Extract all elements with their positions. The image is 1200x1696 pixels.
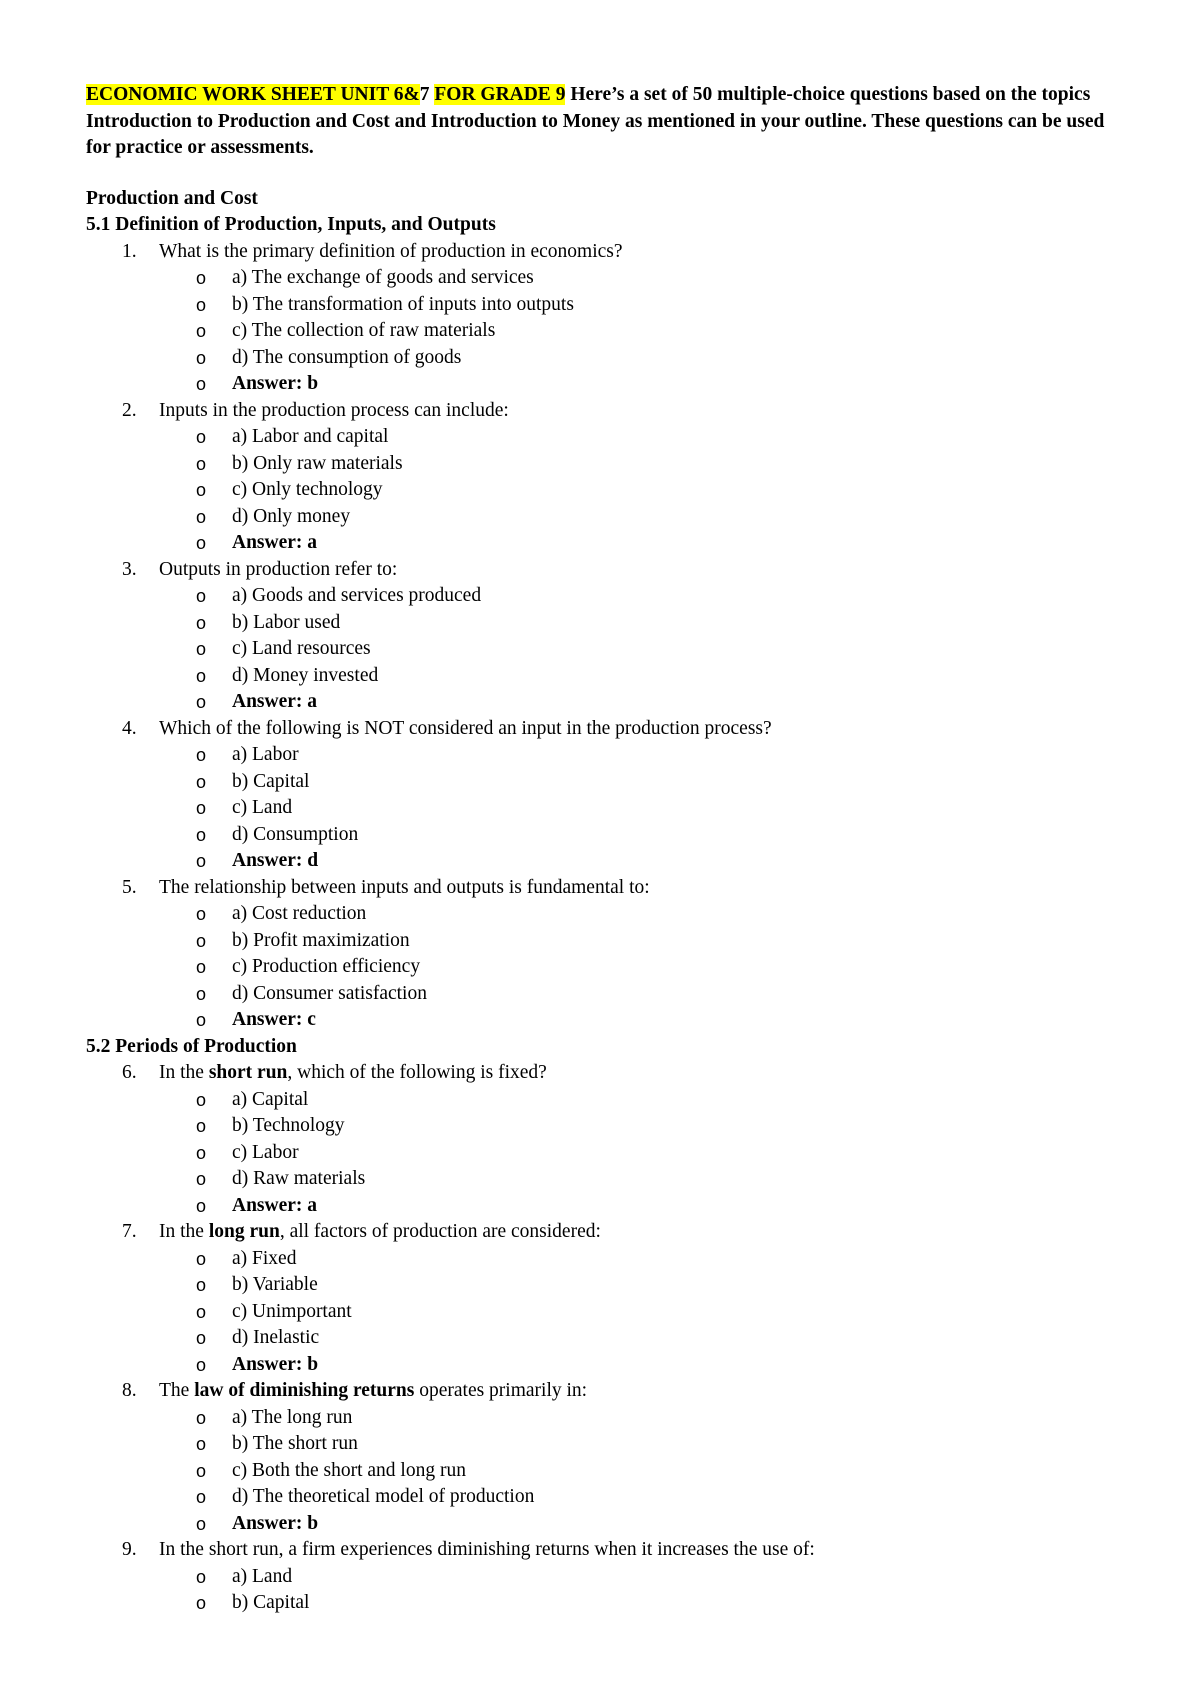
intro-body: Here’s a set of 50 multiple-choice questions based on the topics Introduction to Production and Cost and Introduction to Money as mentioned in your outline. These questions can be used for practice or assessments. (86, 84, 1105, 158)
answer-option (86, 292, 1126, 319)
answer-option (86, 742, 1126, 769)
answer-key: Answer: c (232, 1009, 316, 1030)
bullet-icon: o (196, 1593, 207, 1613)
sections-container (86, 212, 1126, 1617)
question-key-term: long run (208, 1221, 280, 1242)
bullet-icon: o (196, 771, 207, 792)
answer-option (86, 1113, 1126, 1140)
answer-line (86, 1352, 1126, 1379)
answer-option (86, 1299, 1126, 1326)
question-key-term: short run (208, 1062, 288, 1083)
bullet-icon: o (196, 586, 207, 606)
bullet-icon: o (196, 692, 207, 712)
answer-option (86, 1325, 1126, 1352)
title-seven: 7 (419, 84, 430, 105)
answer-option (86, 901, 1126, 928)
question-text-end: operates primarily in: (414, 1380, 588, 1401)
option-text: a) Goods and services produced (232, 585, 482, 606)
bullet-icon: o (196, 1195, 207, 1216)
bullet-icon: o (196, 1354, 207, 1375)
answer-key: Answer: b (232, 1353, 319, 1375)
bullet-icon: o (196, 1116, 207, 1136)
question-key-term: law of diminishing returns (194, 1380, 415, 1401)
section-heading: 5.2 Periods of Production (86, 1035, 297, 1057)
answer-option (86, 1246, 1126, 1273)
question-item (86, 239, 1126, 266)
answer-option (86, 822, 1126, 849)
answer-option (86, 1087, 1126, 1114)
option-text: d) Money invested (232, 664, 379, 686)
bullet-icon: o (196, 745, 207, 765)
answer-line (86, 1193, 1126, 1220)
bullet-icon: o (196, 851, 207, 871)
bullet-icon: o (196, 533, 207, 553)
option-text: c) Only technology (232, 479, 383, 500)
bullet-icon: o (196, 612, 207, 633)
answer-option (86, 477, 1126, 504)
question-number: 1. (122, 240, 137, 262)
option-text: b) Labor used (232, 611, 341, 633)
answer-option (86, 318, 1126, 345)
answer-option (86, 1140, 1126, 1167)
option-text: a) The long run (232, 1406, 353, 1428)
answer-line (86, 1007, 1126, 1034)
option-text: a) Labor and capital (232, 426, 389, 447)
title-highlight-2: FOR GRADE 9 (434, 84, 566, 105)
question-number: 9. (122, 1539, 137, 1560)
answer-option (86, 1590, 1126, 1617)
bullet-icon: o (196, 347, 207, 368)
option-text: d) Consumption (232, 823, 359, 845)
question-item (86, 1219, 1126, 1246)
option-text: b) The transformation of inputs into outputs (232, 293, 574, 315)
section-heading: 5.1 Definition of Production, Inputs, and Outputs (86, 214, 496, 235)
question-text: The relationship between inputs and outputs is fundamental to: (159, 876, 650, 898)
question-text: What is the primary definition of production in economics? (159, 240, 623, 262)
bullet-icon: o (196, 1513, 207, 1534)
question-text: Which of the following is NOT considered an input in the production process? (159, 717, 772, 739)
answer-key: Answer: d (232, 850, 319, 871)
option-text: b) The short run (232, 1433, 358, 1454)
option-text: d) The consumption of goods (232, 346, 462, 368)
bullet-icon: o (196, 1566, 207, 1587)
question-text-end: , which of the following is fixed? (287, 1062, 547, 1083)
answer-option (86, 583, 1126, 610)
option-text: b) Only raw materials (232, 452, 403, 474)
question-item (86, 1537, 1126, 1564)
option-text: c) Unimportant (232, 1300, 352, 1322)
option-text: b) Profit maximization (232, 929, 410, 951)
option-text: c) Land resources (232, 638, 371, 659)
question-number: 2. (122, 399, 137, 421)
answer-option (86, 954, 1126, 981)
bullet-icon: o (196, 1275, 207, 1295)
question-number: 7. (122, 1221, 137, 1242)
answer-key: Answer: a (232, 532, 318, 553)
answer-option (86, 981, 1126, 1008)
bullet-icon: o (196, 374, 207, 394)
answer-option (86, 928, 1126, 955)
answer-option (86, 265, 1126, 292)
bullet-icon: o (196, 1089, 207, 1110)
answer-option (86, 1272, 1126, 1299)
option-text: b) Capital (232, 1592, 310, 1613)
bullet-icon: o (196, 957, 207, 977)
option-text: c) Labor (232, 1141, 299, 1163)
bullet-icon: o (196, 1010, 207, 1030)
option-text: a) Land (232, 1565, 293, 1587)
answer-option (86, 769, 1126, 796)
bullet-icon: o (196, 268, 207, 288)
bullet-icon: o (196, 1407, 207, 1428)
option-text: a) Capital (232, 1088, 309, 1110)
question-text: In the short run, a firm experiences diminishing returns when it increases the use of: (159, 1539, 815, 1560)
question-number: 3. (122, 558, 137, 580)
bullet-icon: o (196, 639, 207, 659)
answer-line (86, 689, 1126, 716)
option-text: a) The exchange of goods and services (232, 267, 534, 288)
option-text: b) Capital (232, 770, 310, 792)
worksheet-page (86, 82, 1126, 1617)
question-text: Inputs in the production process can include: (159, 399, 509, 421)
option-text: a) Fixed (232, 1247, 297, 1269)
question-text: Outputs in production refer to: (159, 558, 398, 580)
option-text: a) Cost reduction (232, 903, 367, 924)
answer-option (86, 451, 1126, 478)
question-item (86, 1060, 1126, 1087)
intro-paragraph (86, 82, 1126, 162)
answer-key: Answer: b (232, 1512, 319, 1534)
answer-option (86, 1564, 1126, 1591)
bullet-icon: o (196, 294, 207, 315)
bullet-icon: o (196, 983, 207, 1004)
answer-option (86, 610, 1126, 637)
answer-option (86, 1458, 1126, 1485)
answer-option (86, 636, 1126, 663)
question-item (86, 557, 1126, 584)
question-number: 8. (122, 1380, 137, 1401)
answer-option (86, 504, 1126, 531)
answer-option (86, 1484, 1126, 1511)
bullet-icon: o (196, 824, 207, 845)
main-heading: Production and Cost (86, 187, 258, 209)
answer-key: Answer: b (232, 373, 319, 394)
answer-option (86, 795, 1126, 822)
answer-option (86, 1431, 1126, 1458)
bullet-icon: o (196, 1169, 207, 1189)
answer-key: Answer: a (232, 1194, 318, 1216)
bullet-icon: o (196, 506, 207, 527)
option-text: d) Inelastic (232, 1327, 320, 1348)
option-text: b) Technology (232, 1115, 345, 1136)
option-text: c) The collection of raw materials (232, 320, 496, 341)
bullet-icon: o (196, 1460, 207, 1481)
option-text: c) Land (232, 797, 293, 818)
bullet-icon: o (196, 798, 207, 818)
option-text: c) Both the short and long run (232, 1459, 466, 1481)
question-item (86, 398, 1126, 425)
answer-option (86, 1166, 1126, 1193)
option-text: d) Consumer satisfaction (232, 982, 427, 1004)
answer-line (86, 848, 1126, 875)
question-text-end: , all factors of production are considered: (279, 1221, 601, 1242)
question-number: 4. (122, 717, 137, 739)
title-highlight-1: ECONOMIC WORK SHEET UNIT 6& (86, 84, 420, 105)
bullet-icon: o (196, 1434, 207, 1454)
answer-option (86, 663, 1126, 690)
option-text: d) Only money (232, 505, 351, 527)
bullet-icon: o (196, 1487, 207, 1507)
bullet-icon: o (196, 665, 207, 686)
question-text: In the (159, 1062, 209, 1083)
answer-line (86, 530, 1126, 557)
bullet-icon: o (196, 930, 207, 951)
bullet-icon: o (196, 904, 207, 924)
answer-line (86, 1511, 1126, 1538)
bullet-icon: o (196, 427, 207, 447)
option-text: a) Labor (232, 744, 299, 765)
option-text: c) Production efficiency (232, 956, 421, 977)
answer-option (86, 345, 1126, 372)
question-text: In the (159, 1221, 209, 1242)
bullet-icon: o (196, 1248, 207, 1269)
spacer (86, 162, 1126, 186)
answer-line (86, 371, 1126, 398)
option-text: d) The theoretical model of production (232, 1486, 535, 1507)
bullet-icon: o (196, 1328, 207, 1348)
bullet-icon: o (196, 321, 207, 341)
question-item (86, 1378, 1126, 1405)
question-number: 5. (122, 876, 137, 898)
question-item (86, 875, 1126, 902)
bullet-icon: o (196, 1142, 207, 1163)
answer-option (86, 1405, 1126, 1432)
answer-option (86, 424, 1126, 451)
bullet-icon: o (196, 1301, 207, 1322)
option-text: d) Raw materials (232, 1168, 366, 1189)
bullet-icon: o (196, 453, 207, 474)
question-number: 6. (122, 1062, 137, 1083)
bullet-icon: o (196, 480, 207, 500)
answer-key: Answer: a (232, 691, 318, 712)
option-text: b) Variable (232, 1274, 318, 1295)
question-text: The (159, 1380, 195, 1401)
question-item (86, 716, 1126, 743)
